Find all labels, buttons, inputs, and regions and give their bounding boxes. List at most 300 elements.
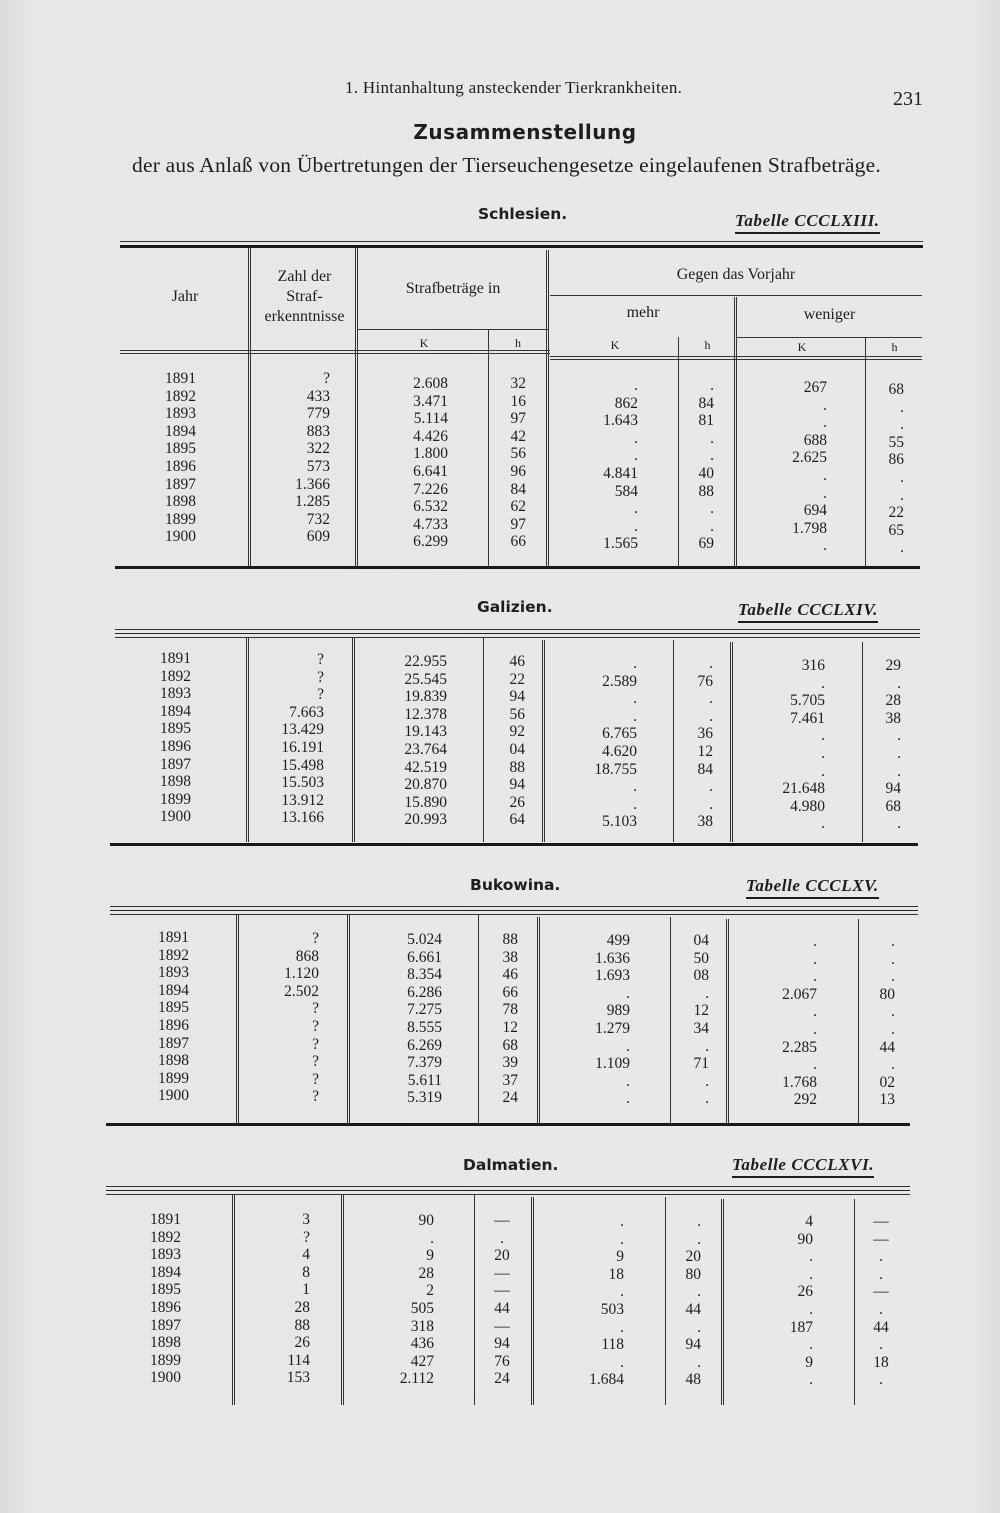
table-cell: 732 [306, 510, 330, 528]
table-cell: 46 [509, 653, 525, 670]
rule [106, 1194, 910, 1195]
table-cell: 56 [509, 705, 525, 723]
table-cell: 779 [306, 405, 330, 423]
table-cell: . [879, 1300, 883, 1318]
table-cell: 19.143 [404, 723, 447, 741]
table-cell: 1.693 [595, 967, 630, 985]
table-cell: 1899 [160, 790, 191, 808]
table-cell: 88 [509, 758, 525, 776]
table-cell: ? [312, 1000, 319, 1018]
table-cell: 21.648 [782, 780, 825, 798]
table-cell: . [823, 484, 827, 502]
table-cell: 316 [801, 657, 825, 674]
col-count [238, 930, 319, 1106]
col-jahr [150, 1211, 210, 1387]
table-cell: . [900, 468, 904, 486]
table-cell: 9 [805, 1353, 813, 1371]
table-cell: 4.980 [790, 797, 825, 815]
table-cell: . [710, 447, 714, 465]
table-cell: 4.426 [413, 427, 448, 445]
table-cell: 1894 [150, 1263, 181, 1281]
table-cell: 322 [306, 440, 330, 458]
table-cell: 28 [294, 1298, 310, 1316]
col-weniger-k [729, 933, 817, 1109]
table-cell: 20 [685, 1248, 701, 1266]
table-cell: 29 [885, 657, 901, 674]
table-cell: 1892 [150, 1228, 181, 1246]
table-cell: 503 [600, 1300, 624, 1318]
table-cell: . [821, 744, 825, 762]
table-cell: 989 [606, 1002, 630, 1020]
table-cell: . [705, 1037, 709, 1055]
header-zahl-1: Zahl der [277, 268, 332, 285]
table-cell: 22.955 [404, 653, 447, 670]
table-cell: . [697, 1353, 701, 1371]
table-cell: 5.319 [407, 1089, 442, 1107]
table-cell: 694 [803, 502, 827, 520]
rule [120, 350, 550, 351]
table-cell: . [634, 517, 638, 535]
table-cell: . [705, 984, 709, 1002]
table-cell: . [620, 1353, 624, 1371]
table-cell: 42.519 [404, 758, 447, 776]
table-cell: . [620, 1318, 624, 1336]
table-cell: 65 [888, 521, 904, 539]
table-cell: ? [312, 1070, 319, 1088]
table-cell: 8 [302, 1263, 310, 1281]
table-cell: 15.503 [281, 774, 324, 792]
table-cell: . [710, 500, 714, 518]
table-cell: . [891, 968, 895, 986]
table-cell: 8.555 [407, 1018, 442, 1036]
col-jahr [165, 370, 225, 546]
table-cell: 84 [697, 760, 713, 778]
col-count [234, 1211, 310, 1387]
table-cell: 1893 [150, 1246, 181, 1264]
header-unit-k: K [610, 338, 620, 352]
table-cell: 292 [793, 1091, 817, 1109]
table-cell: 4.620 [602, 742, 637, 760]
column-divider [483, 638, 484, 842]
table-cell: . [821, 815, 825, 833]
table-cell: ? [312, 1088, 319, 1106]
table-cell: 1893 [165, 405, 196, 423]
table-cell: 187 [789, 1318, 813, 1336]
table-cell: 22 [509, 670, 525, 688]
table-cell: 6.269 [407, 1036, 442, 1054]
table-cell: 2.285 [782, 1038, 817, 1056]
table-cell: 1894 [158, 981, 189, 999]
table-cell: . [620, 1213, 624, 1230]
table-cell: 71 [693, 1055, 709, 1073]
table-cell: 28 [885, 692, 901, 710]
table-cell: . [900, 416, 904, 434]
table-cell: 04 [693, 932, 709, 949]
header-jahr: Jahr [171, 288, 199, 305]
table-cell: 12.378 [404, 705, 447, 723]
table-cell: 436 [410, 1335, 434, 1353]
table-cell: 883 [306, 422, 330, 440]
table-cell: 1892 [160, 667, 191, 685]
table-cell: 12 [697, 742, 713, 760]
table-cell: 1.768 [782, 1073, 817, 1091]
col-mehr-k [534, 1213, 624, 1389]
rule [106, 1123, 910, 1126]
table-cell: 26 [509, 793, 525, 811]
table-cell: . [900, 398, 904, 416]
rule [120, 241, 923, 242]
table-cell: 38 [502, 948, 518, 966]
table-cell: 94 [509, 776, 525, 794]
table-cell: 2.608 [413, 375, 448, 392]
table-cell: 609 [306, 528, 330, 546]
table-cell: 80 [685, 1265, 701, 1283]
table-cell: 5.024 [407, 931, 442, 948]
table-cell: . [634, 447, 638, 465]
table-cell: 02 [879, 1073, 895, 1091]
table-cell: 1.800 [413, 445, 448, 463]
col-amount-h [490, 375, 526, 551]
table-cell: . [626, 984, 630, 1002]
table-cell: . [879, 1371, 883, 1389]
table-cell: 9 [616, 1248, 624, 1266]
table-cell: 32 [510, 375, 526, 392]
rule [110, 914, 918, 915]
table-cell: . [620, 1283, 624, 1301]
table-cell: 7.275 [407, 1001, 442, 1019]
table-cell: 1899 [150, 1351, 181, 1369]
table-cell: . [697, 1283, 701, 1301]
column-divider [670, 917, 671, 1123]
table-cell: . [900, 486, 904, 504]
table-cell: 9 [426, 1247, 434, 1265]
table-cell: 1895 [160, 720, 191, 738]
table-cell: 1891 [158, 929, 189, 946]
rule [120, 245, 923, 248]
table-cell: . [821, 727, 825, 745]
table-cell: . [879, 1265, 883, 1283]
table-cell: 5.103 [602, 813, 637, 831]
table-cell: 5.611 [407, 1071, 442, 1089]
table-cell: . [897, 815, 901, 833]
table-cell: 84 [510, 480, 526, 498]
col-amount-h [485, 653, 525, 829]
col-weniger-h [856, 1213, 906, 1389]
table-cell: 267 [803, 379, 827, 396]
col-count [248, 651, 324, 827]
table-cell: 7.461 [790, 709, 825, 727]
table-cell: 78 [502, 1001, 518, 1019]
section-title: Bukowina. [470, 876, 561, 894]
rule [737, 337, 922, 338]
table-cell: ? [317, 651, 324, 668]
table-cell: 39 [502, 1054, 518, 1072]
table-cell: 1896 [150, 1298, 181, 1316]
table-cell: 76 [494, 1352, 510, 1370]
table-cell: 3 [302, 1211, 310, 1228]
table-cell: 56 [510, 445, 526, 463]
col-mehr-k [540, 932, 630, 1108]
table-cell: . [709, 795, 713, 813]
table-cell: — [494, 1317, 510, 1335]
rule [115, 637, 920, 638]
table-cell: . [430, 1229, 434, 1247]
table-cell: 1899 [158, 1069, 189, 1087]
table-cell: . [705, 1090, 709, 1108]
table-cell: 1.366 [295, 475, 330, 493]
table-cell: . [891, 950, 895, 968]
table-cell: 16 [510, 392, 526, 410]
table-cell: 22 [888, 504, 904, 522]
table-cell: 96 [510, 462, 526, 480]
table-cell: 94 [885, 780, 901, 798]
table-cell: 1892 [158, 946, 189, 964]
table-cell: 20.870 [404, 776, 447, 794]
table-cell: 1.285 [295, 493, 330, 511]
table-cell: 1899 [165, 510, 196, 528]
table-cell: 5.114 [413, 410, 448, 428]
table-cell: 6.641 [413, 462, 448, 480]
table-cell: ? [312, 1017, 319, 1035]
table-cell: 6.765 [602, 725, 637, 743]
table-cell: . [709, 690, 713, 708]
table-cell: 4.733 [413, 515, 448, 533]
table-cell: 2.067 [782, 985, 817, 1003]
table-cell: 13.429 [281, 721, 324, 739]
col-mehr-h [680, 377, 714, 553]
table-cell: 16.191 [281, 738, 324, 756]
table-cell: 66 [510, 533, 526, 551]
table-cell: 118 [601, 1336, 624, 1354]
rule [106, 1190, 910, 1191]
table-cell: 1.684 [589, 1371, 624, 1389]
table-cell: . [891, 1020, 895, 1038]
col-mehr-h [672, 932, 709, 1108]
table-cell: 12 [693, 1002, 709, 1020]
table-cell: 81 [698, 412, 714, 430]
table-cell: 1891 [165, 370, 196, 387]
table-cell: . [813, 1003, 817, 1021]
table-cell: 1897 [150, 1316, 181, 1334]
table-cell: . [823, 414, 827, 432]
table-cell: 1893 [160, 685, 191, 703]
page-number: 231 [893, 88, 923, 110]
table-cell: . [633, 707, 637, 725]
rule [110, 843, 918, 846]
table-cell: 1898 [150, 1334, 181, 1352]
table-cell: 1 [302, 1281, 310, 1299]
table-cell: 04 [509, 740, 525, 758]
table-cell: 1894 [160, 702, 191, 720]
column-divider [546, 250, 549, 568]
table-cell: 1898 [160, 773, 191, 791]
table-cell: 6.286 [407, 983, 442, 1001]
table-cell: ? [312, 1035, 319, 1053]
col-weniger-k [733, 657, 825, 833]
col-weniger-k [737, 379, 827, 555]
table-cell: . [634, 429, 638, 447]
table-cell: 1900 [160, 808, 191, 826]
col-amount-k [350, 931, 442, 1107]
table-cell: 1894 [165, 422, 196, 440]
column-divider [355, 248, 358, 568]
table-cell: 318 [410, 1317, 434, 1335]
table-cell: 18 [873, 1353, 889, 1371]
table-cell: . [705, 1072, 709, 1090]
table-number: Tabelle CCCLXIII. [735, 211, 880, 234]
column-divider [673, 640, 674, 842]
table-cell: 1897 [158, 1034, 189, 1052]
header-zahl-3: erkenntnisse [264, 308, 345, 325]
table-cell: 7.379 [407, 1054, 442, 1072]
page-title: Zusammenstellung [413, 120, 637, 144]
table-cell: 4 [302, 1246, 310, 1264]
table-cell: 1892 [165, 387, 196, 405]
table-cell: 8.354 [407, 966, 442, 984]
table-cell: 90 [418, 1212, 434, 1229]
table-cell: 1.279 [595, 1019, 630, 1037]
table-cell: 34 [693, 1019, 709, 1037]
table-cell: 6.532 [413, 498, 448, 516]
table-cell: 36 [697, 725, 713, 743]
table-cell: 153 [286, 1369, 310, 1387]
col-mehr-h [675, 655, 713, 831]
table-cell: 868 [295, 947, 319, 965]
rule [550, 295, 922, 296]
table-cell: 19.839 [404, 688, 447, 706]
table-cell: 13.166 [281, 809, 324, 827]
table-cell: 64 [509, 811, 525, 829]
col-count [250, 370, 330, 546]
table-cell: 18 [608, 1265, 624, 1283]
table-cell: 13.912 [281, 791, 324, 809]
table-cell: 1.643 [603, 412, 638, 430]
table-cell: 90 [797, 1230, 813, 1248]
table-cell: 68 [885, 797, 901, 815]
table-cell: 48 [685, 1371, 701, 1389]
header-unit-h: h [704, 338, 711, 352]
column-divider [862, 642, 863, 842]
table-cell: 5.705 [790, 692, 825, 710]
table-cell: 1900 [158, 1087, 189, 1105]
table-cell: 1.565 [603, 535, 638, 553]
rule [110, 906, 918, 907]
col-amount-k [360, 375, 448, 551]
table-cell: 94 [509, 688, 525, 706]
header-strafbetraege: Strafbeträge in [405, 280, 501, 297]
table-cell: 433 [306, 387, 330, 405]
table-cell: — [494, 1212, 510, 1229]
col-weniger-h [867, 381, 904, 557]
rule [115, 633, 920, 634]
header-gegen-vorjahr: Gegen das Vorjahr [676, 266, 796, 283]
table-cell: 1896 [165, 457, 196, 475]
table-cell: 1895 [150, 1281, 181, 1299]
table-cell: 28 [418, 1264, 434, 1282]
table-cell: 1.798 [792, 519, 827, 537]
table-cell: . [897, 727, 901, 745]
table-cell: . [809, 1248, 813, 1266]
table-cell: 08 [693, 967, 709, 985]
col-amount-k [344, 1212, 434, 1388]
table-cell: . [813, 968, 817, 986]
table-cell: — [494, 1264, 510, 1282]
col-mehr-k [550, 377, 638, 553]
col-jahr [160, 650, 220, 826]
table-cell: 6.299 [413, 533, 448, 551]
running-head: 1. Hintanhaltung ansteckender Tierkrankheiten. [345, 78, 683, 97]
table-cell: . [709, 778, 713, 796]
table-cell: 88 [502, 931, 518, 948]
table-cell: . [633, 690, 637, 708]
table-cell: 18.755 [594, 760, 637, 778]
table-cell: 69 [698, 535, 714, 553]
table-cell: 88 [698, 482, 714, 500]
table-cell: 88 [294, 1316, 310, 1334]
table-cell: 44 [879, 1038, 895, 1056]
table-cell: . [633, 778, 637, 796]
table-cell: 80 [879, 985, 895, 1003]
table-cell: 84 [698, 394, 714, 412]
table-cell: . [809, 1336, 813, 1354]
table-cell: . [710, 429, 714, 447]
table-cell: 1895 [165, 440, 196, 458]
col-mehr-k [545, 655, 637, 831]
header-zahl-2: Straf- [286, 288, 323, 305]
table-cell: . [891, 1003, 895, 1021]
table-cell: 68 [502, 1036, 518, 1054]
rule [115, 629, 920, 630]
col-amount-h [476, 1212, 528, 1388]
table-cell: 1898 [165, 493, 196, 511]
table-number: Tabelle CCCLXIV. [738, 600, 878, 623]
column-divider [854, 1199, 855, 1405]
table-cell: . [709, 707, 713, 725]
rule [110, 910, 918, 911]
table-cell: 26 [294, 1334, 310, 1352]
table-cell: . [809, 1265, 813, 1283]
rule [358, 329, 548, 330]
table-cell: 23.764 [404, 740, 447, 758]
rule [115, 566, 920, 569]
table-cell: . [813, 1056, 817, 1074]
table-cell: 3.471 [413, 392, 448, 410]
table-cell: . [500, 1229, 504, 1247]
column-divider [478, 915, 479, 1123]
header-unit-k: K [419, 336, 429, 350]
table-cell: 505 [410, 1299, 434, 1317]
table-cell: 24 [502, 1089, 518, 1107]
column-divider [858, 919, 859, 1123]
table-cell: . [809, 1300, 813, 1318]
table-cell: 38 [885, 709, 901, 727]
table-cell: ? [303, 1228, 310, 1246]
table-cell: 114 [287, 1351, 310, 1369]
table-cell: 44 [494, 1299, 510, 1317]
table-cell: . [823, 537, 827, 555]
table-cell: 26 [797, 1283, 813, 1301]
table-cell: . [891, 1056, 895, 1074]
table-cell: . [633, 655, 637, 672]
table-cell: 1896 [158, 1016, 189, 1034]
table-cell: . [626, 1090, 630, 1108]
table-cell: 2.625 [792, 449, 827, 467]
table-cell: 55 [888, 433, 904, 451]
column-divider [665, 1197, 666, 1405]
table-number: Tabelle CCCLXV. [746, 876, 879, 899]
table-cell: 92 [509, 723, 525, 741]
table-cell: 1891 [160, 650, 191, 667]
